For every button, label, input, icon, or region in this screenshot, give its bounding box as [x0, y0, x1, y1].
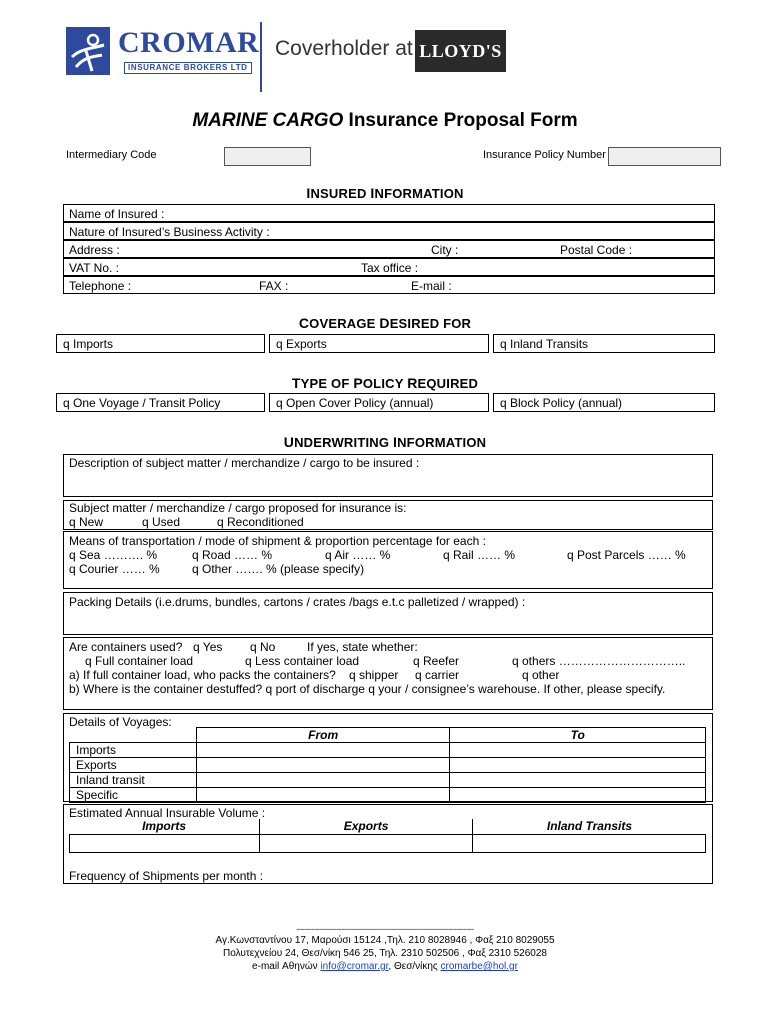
exports-to-cell[interactable] — [450, 758, 706, 773]
thessaloniki-email-link[interactable]: cromarbe@hol.gr — [440, 961, 518, 972]
transport-means-box: Means of transportation / mode of shipment & proportion percentage for each : q Sea ………. % q Road …… % q Air …… % q Rail …… % q Post Parcels …… % q Courier …… % q Other ……. % (please specify) — [63, 531, 713, 589]
transport-air-option[interactable]: q Air …… % — [325, 548, 391, 562]
others-container-option[interactable]: q others ………………………….. — [512, 654, 686, 668]
less-container-option[interactable]: q Less container load — [245, 654, 360, 668]
lloyds-logo: LLOYD'S — [415, 30, 506, 72]
volume-inland-header: Inland Transits — [473, 819, 706, 834]
imports-from-cell[interactable] — [196, 743, 450, 758]
footer-emails: e-mail Αθηνών info@cromar.gr, Θεσ/νίκης cromarbe@hol.gr — [252, 961, 518, 972]
packer-carrier-option[interactable]: q carrier — [415, 668, 460, 682]
transport-road-option[interactable]: q Road …… % — [192, 548, 273, 562]
containers-box: Are containers used? q Yes q No If yes, state whether: q Full container load q Less container load q Reefer q others ………………………….. a) If full container load, who packs the containers? q shipper q carrier q other b) Where is the container destuffed? q port of discharge q your / consignee’s warehouse. If other, please specify. — [63, 637, 713, 710]
header-divider — [260, 22, 262, 92]
address-field[interactable]: Address : City : Postal Code : — [63, 240, 715, 258]
coverholder-text: Coverholder at — [275, 37, 413, 60]
table-row: Inland transit — [70, 773, 706, 788]
voyages-box: Details of Voyages: — [63, 713, 713, 802]
cromar-logo-icon — [66, 27, 110, 75]
insured-information-heading: INSURED INFORMATION — [306, 185, 464, 201]
policy-number-label: Insurance Policy Number — [483, 149, 606, 161]
subject-condition-box: Subject matter / merchandize / cargo proposed for insurance is: q New q Used q Reconditioned — [63, 500, 713, 530]
telephone-field[interactable]: Telephone : FAX : E-mail : — [63, 276, 715, 294]
form-title: MARINE CARGO Insurance Proposal Form — [192, 110, 578, 131]
volume-imports-cell[interactable] — [70, 834, 260, 852]
postal-code-label: Postal Code : — [560, 243, 633, 257]
reefer-option[interactable]: q Reefer — [413, 654, 460, 668]
inland-from-cell[interactable] — [196, 773, 450, 788]
footer-divider: ----------------------------------------------------------------------- — [296, 924, 474, 934]
packer-other-option[interactable]: q other — [522, 668, 560, 682]
tax-office-label: Tax office : — [361, 261, 419, 275]
policy-type-heading: TYPE OF POLICY REQUIRED — [291, 375, 479, 391]
table-row: Imports — [70, 743, 706, 758]
condition-reconditioned-option[interactable]: q Reconditioned — [217, 515, 304, 529]
city-label: City : — [431, 243, 459, 257]
intermediary-code-input[interactable] — [224, 147, 311, 166]
policy-number-input[interactable] — [608, 147, 721, 166]
athens-email-link[interactable]: info@cromar.gr — [320, 961, 389, 972]
coverage-imports-option[interactable]: q Imports — [56, 334, 265, 353]
brand-name: CROMAR — [118, 26, 260, 59]
policy-block-option[interactable]: q Block Policy (annual) — [493, 393, 715, 412]
packer-shipper-option[interactable]: q shipper — [349, 668, 399, 682]
vat-field[interactable]: VAT No. : Tax office : — [63, 258, 715, 276]
specific-to-cell[interactable] — [450, 788, 706, 803]
frequency-label: Frequency of Shipments per month : — [69, 869, 264, 883]
coverage-inland-option[interactable]: q Inland Transits — [493, 334, 715, 353]
business-activity-field[interactable]: Nature of Insured’s Business Activity : — [63, 222, 715, 240]
exports-from-cell[interactable] — [196, 758, 450, 773]
name-of-insured-field[interactable]: Name of Insured : — [63, 204, 715, 222]
full-container-option[interactable]: q Full container load — [85, 654, 194, 668]
table-row: Specific — [70, 788, 706, 803]
volume-table — [69, 819, 706, 853]
transport-other-option[interactable]: q Other ……. % (please specify) — [192, 562, 365, 576]
footer-athens-address: Αγ.Κωνσταντίνου 17, Μαρούσι 15124 ,Τηλ. 210 8028946 , Φαξ 210 8029055 — [215, 935, 555, 946]
policy-one-voyage-option[interactable]: q One Voyage / Transit Policy — [56, 393, 265, 412]
table-row: Exports — [70, 758, 706, 773]
containers-yes-option[interactable]: q Yes — [193, 640, 223, 654]
specific-from-cell[interactable] — [196, 788, 450, 803]
transport-sea-option[interactable]: q Sea ………. % — [69, 548, 158, 562]
coverage-exports-option[interactable]: q Exports — [269, 334, 489, 353]
containers-no-option[interactable]: q No — [250, 640, 276, 654]
condition-new-option[interactable]: q New — [69, 515, 104, 529]
intermediary-code-label: Intermediary Code — [66, 149, 157, 161]
coverage-heading: COVERAGE DESIRED FOR — [298, 315, 472, 331]
to-header: To — [450, 728, 706, 743]
underwriting-heading: UNDERWRITING INFORMATION — [283, 434, 487, 450]
policy-open-cover-option[interactable]: q Open Cover Policy (annual) — [269, 393, 489, 412]
packing-details-field[interactable]: Packing Details (i.e.drums, bundles, cartons / crates /bags e.t.c palletized / wrapped) : — [63, 592, 713, 635]
transport-rail-option[interactable]: q Rail …… % — [443, 548, 516, 562]
email-label: E-mail : — [411, 279, 452, 293]
volume-exports-cell[interactable] — [259, 834, 473, 852]
volume-inland-cell[interactable] — [473, 834, 706, 852]
destuffing-line[interactable]: b) Where is the container destuffed? q port of discharge q your / consignee’s warehouse. If other, please specify. — [69, 682, 666, 696]
description-field[interactable]: Description of subject matter / merchandize / cargo to be insured : — [63, 454, 713, 497]
brand-subtitle: INSURANCE BROKERS LTD — [124, 62, 252, 74]
transport-parcels-option[interactable]: q Post Parcels …… % — [567, 548, 686, 562]
voyages-table — [69, 727, 706, 803]
volume-imports-header: Imports — [70, 819, 260, 834]
from-header: From — [196, 728, 450, 743]
footer-thessaloniki-address: Πολυτεχνείου 24, Θεσ/νίκη 546 25, Τηλ. 2310 502506 , Φαξ 2310 526028 — [223, 948, 547, 959]
fax-label: FAX : — [259, 279, 289, 293]
inland-to-cell[interactable] — [450, 773, 706, 788]
transport-courier-option[interactable]: q Courier …… % — [69, 562, 160, 576]
table-row — [70, 834, 706, 852]
imports-to-cell[interactable] — [450, 743, 706, 758]
condition-used-option[interactable]: q Used — [142, 515, 181, 529]
volume-box: Estimated Annual Insurable Volume : Frequency of Shipments per month : — [63, 804, 713, 884]
volume-exports-header: Exports — [259, 819, 473, 834]
